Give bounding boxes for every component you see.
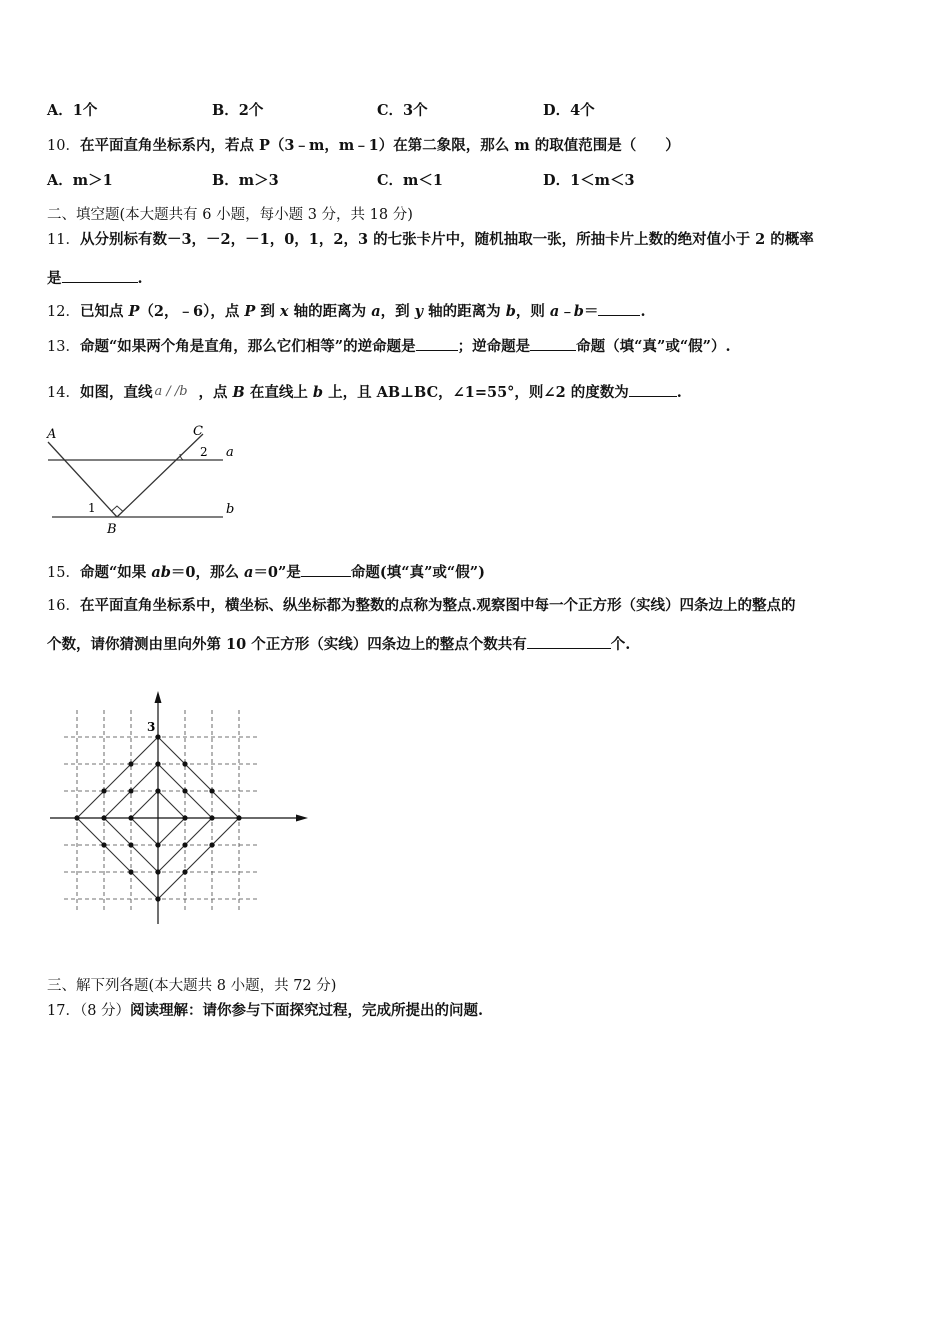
q9-option-c: C．3个 xyxy=(377,102,428,119)
question-15: 15．命题“如果 ab＝0，那么 a＝0”是 命题(填“真”或“假”) xyxy=(47,564,485,581)
q12-answer-blank[interactable] xyxy=(598,301,640,316)
lattice-point xyxy=(155,869,160,874)
lattice-point xyxy=(155,788,160,793)
lattice-point xyxy=(155,734,160,739)
q14-answer-blank[interactable] xyxy=(629,382,677,397)
lattice-point xyxy=(182,869,187,874)
q9-option-a: A．1个 xyxy=(47,102,98,119)
lattice-point xyxy=(182,761,187,766)
x-axis-arrow xyxy=(296,815,308,822)
question-14: 14．如图，直线 a / /b ，点 B 在直线上 b 上，且 AB⊥BC，∠1=55°，则∠2 的度数为 . xyxy=(47,384,682,401)
q10-option-b: B．m＞3 xyxy=(212,172,279,189)
lattice-point xyxy=(155,896,160,901)
lattice-point xyxy=(128,842,133,847)
right-angle-mark xyxy=(112,506,123,511)
q10-option-c: C．m＜1 xyxy=(377,172,443,189)
q9-option-b: B．2个 xyxy=(212,102,264,119)
q10-option-a: A．m＞1 xyxy=(47,172,113,189)
lattice-point xyxy=(101,842,106,847)
lattice-point xyxy=(101,788,106,793)
lattice-point xyxy=(74,815,79,820)
q9-option-d: D．4个 xyxy=(543,102,595,119)
lattice-point xyxy=(209,788,214,793)
label-C: C xyxy=(193,424,203,439)
figure-16 xyxy=(46,688,316,928)
question-11-line1: 11．从分别标有数－3，－2，－1，0，1，2，3 的七张卡片中，随机抽取一张，所抽卡片上数的绝对值小于 2 的概率 xyxy=(47,231,814,248)
lattice-point xyxy=(128,815,133,820)
figure-14 xyxy=(40,420,250,540)
question-11-line2: 是 . xyxy=(47,270,143,287)
lattice-point xyxy=(101,815,106,820)
lattice-point xyxy=(182,842,187,847)
lattice-point xyxy=(128,788,133,793)
lattice-point xyxy=(182,815,187,820)
q11-answer-blank[interactable] xyxy=(62,268,138,283)
question-16-line2: 个数，请你猜测由里向外第 10 个正方形（实线）四条边上的整点个数共有 个. xyxy=(47,636,631,653)
q15-answer-blank[interactable] xyxy=(301,562,351,577)
segment-bc xyxy=(117,434,203,517)
question-12: 12．已知点 P（2，﹣6），点 P 到 x 轴的距离为 a，到 y 轴的距离为 b，则 a﹣b＝ . xyxy=(47,303,646,320)
q13-answer-blank-2[interactable] xyxy=(530,336,576,351)
lattice-point xyxy=(128,869,133,874)
a-parallel-b: a / /b xyxy=(154,384,188,399)
label-a: a xyxy=(226,445,234,460)
label-2: 2 xyxy=(200,445,208,459)
label-B: B xyxy=(107,522,117,537)
lattice-point xyxy=(209,815,214,820)
lattice-point xyxy=(236,815,241,820)
lattice-point xyxy=(182,788,187,793)
question-17: 17．（8 分）阅读理解：请你参与下面探究过程，完成所提出的问题. xyxy=(47,1002,484,1019)
segment-ab xyxy=(48,442,117,517)
lattice-point xyxy=(128,761,133,766)
lattice-point xyxy=(209,842,214,847)
q13-answer-blank-1[interactable] xyxy=(416,336,458,351)
label-1: 1 xyxy=(88,501,96,515)
lattice-point xyxy=(155,761,160,766)
question-13: 13．命题“如果两个角是直角，那么它们相等”的逆命题是 ；逆命题是 命题（填“真”或“假”）. xyxy=(47,338,731,355)
section-3-title: 三、解下列各题(本大题共 8 小题，共 72 分) xyxy=(47,978,337,994)
y-label-3: 3 xyxy=(147,720,156,734)
q16-answer-blank[interactable] xyxy=(527,634,611,649)
section-2-title: 二、填空题(本大题共有 6 小题，每小题 3 分，共 18 分) xyxy=(47,207,413,223)
label-b: b xyxy=(226,502,235,517)
question-10: 10．在平面直角坐标系内，若点 P（3﹣m，m﹣1）在第二象限，那么 m 的取值范围是（ ） xyxy=(47,137,680,154)
y-axis-arrow xyxy=(155,691,162,703)
q10-option-d: D．1＜m＜3 xyxy=(543,172,635,189)
label-A: A xyxy=(47,427,57,442)
question-16-line1: 16．在平面直角坐标系中，横坐标、纵坐标都为整数的点称为整点.观察图中每一个正方形（实线）四条边上的整点的 xyxy=(47,597,796,614)
lattice-point xyxy=(155,842,160,847)
